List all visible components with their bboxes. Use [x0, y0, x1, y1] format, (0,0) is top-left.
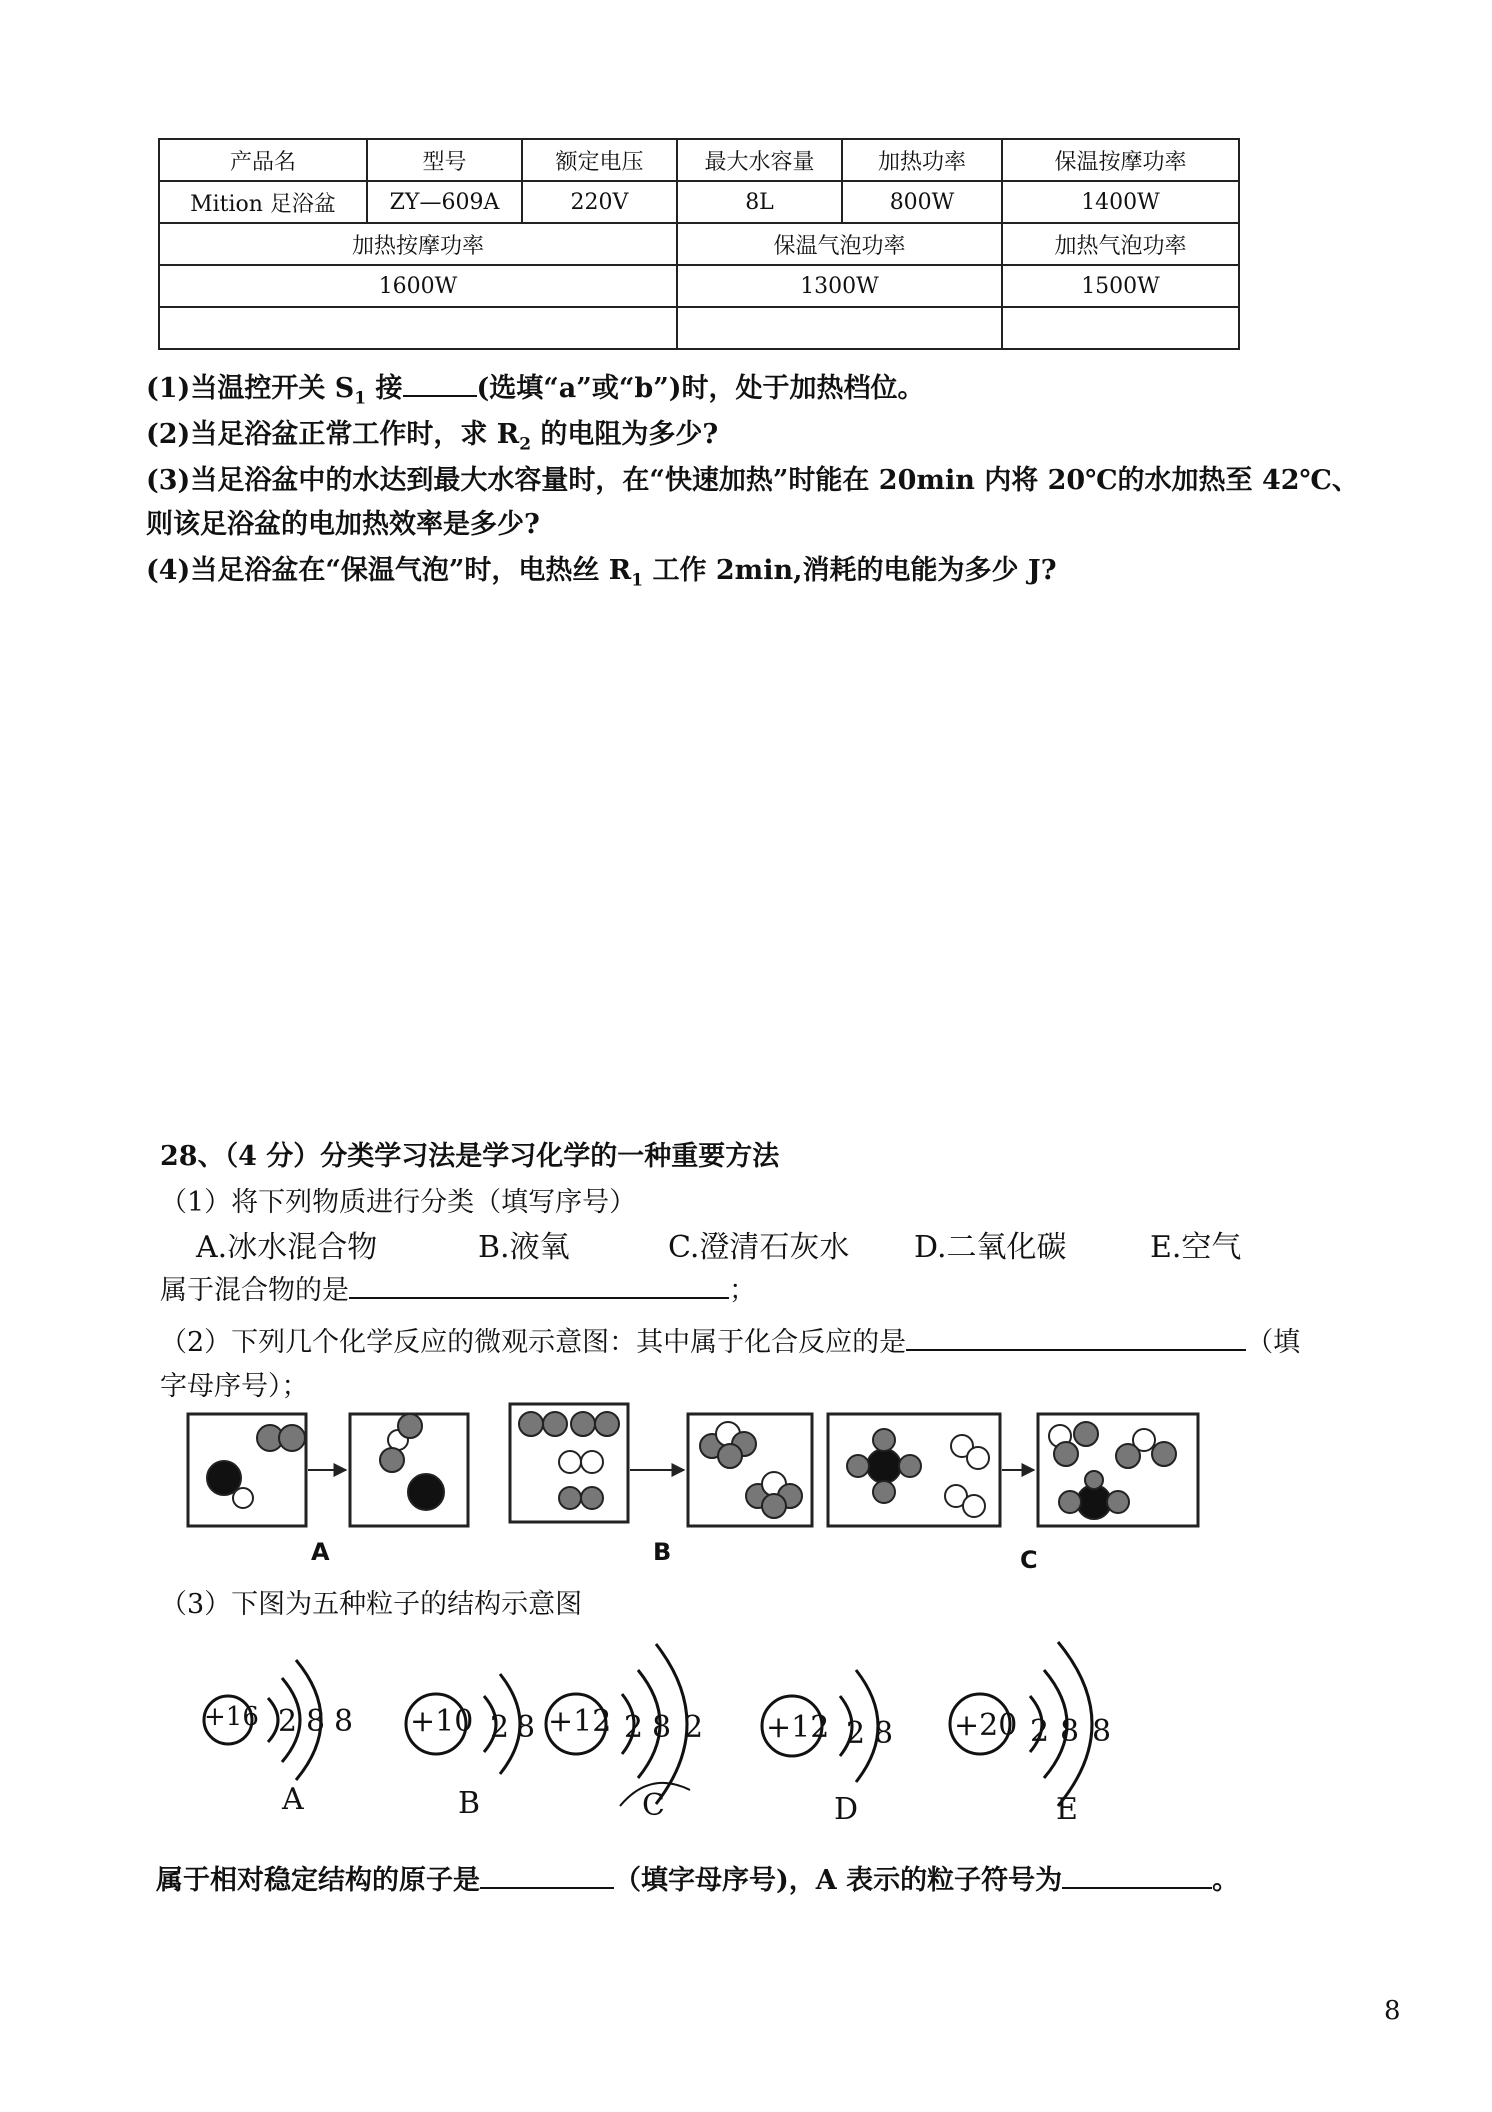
shell-electrons: 2	[846, 1716, 866, 1751]
option-b: B.液氧	[478, 1230, 570, 1265]
table-cell: 800W	[842, 181, 1002, 223]
table-cell: 产品名	[159, 139, 367, 181]
atom-label: C	[642, 1788, 665, 1823]
q27-part1: (1)当温控开关 $S_1$ 接 (选填“a”或“b”)时，处于加热档位。	[146, 366, 925, 408]
nucleus-charge: +16	[204, 1702, 259, 1732]
table-cell-empty	[1002, 307, 1239, 349]
reaction-label-c: C	[1020, 1546, 1038, 1574]
atom-label: E	[1056, 1792, 1078, 1827]
table-cell-empty	[159, 307, 677, 349]
reaction-c-diagram	[828, 1414, 1198, 1526]
q27-part3-line1: (3)当足浴盆中的水达到最大水容量时，在“快速加热”时能在 20min 内将 20℃的水加热至 42℃、	[146, 465, 1359, 496]
shell-electrons: 2	[1030, 1714, 1050, 1749]
q28-part2-line1: （2）下列几个化学反应的微观示意图：其中属于化合反应的是 （填	[160, 1320, 1300, 1359]
shell-electrons: 8	[306, 1704, 326, 1739]
q28-part1: （1）将下列物质进行分类（填写序号）	[160, 1187, 637, 1218]
shell-electrons: 2	[278, 1704, 298, 1739]
table-cell: 220V	[522, 181, 677, 223]
table-row	[159, 307, 1239, 349]
atom-label: D	[834, 1792, 859, 1827]
option-c: C.澄清石灰水	[668, 1230, 850, 1265]
table-cell: 1300W	[677, 265, 1002, 307]
shell-electrons: 8	[1060, 1714, 1080, 1749]
table-cell: 最大水容量	[677, 139, 842, 181]
nucleus-charge: +12	[766, 1710, 830, 1745]
reaction-b-diagram	[510, 1404, 812, 1526]
reaction-diagrams	[0, 1400, 1492, 1600]
table-cell: ZY—609A	[367, 181, 522, 223]
table-cell: 加热气泡功率	[1002, 223, 1239, 265]
answer-blank[interactable]	[349, 1271, 729, 1299]
shell-electrons: 2	[684, 1710, 704, 1745]
atom-label: B	[458, 1786, 481, 1821]
reaction-label-a: A	[311, 1538, 330, 1566]
table-cell: 1400W	[1002, 181, 1239, 223]
q28-mixture-question: 属于混合物的是 ；	[160, 1268, 756, 1307]
table-cell: 额定电压	[522, 139, 677, 181]
shell-electrons: 8	[874, 1716, 894, 1751]
option-e: E.空气	[1150, 1230, 1242, 1265]
nucleus-charge: +20	[954, 1708, 1018, 1743]
table-cell: Mition 足浴盆	[159, 181, 367, 223]
page-number: 8	[1384, 1996, 1401, 2026]
table-cell: 保温按摩功率	[1002, 139, 1239, 181]
answer-blank[interactable]	[1062, 1861, 1212, 1889]
spec-table	[158, 138, 1240, 350]
q28-title: 28、（4 分）分类学习法是学习化学的一种重要方法	[160, 1141, 780, 1172]
atom-label: A	[282, 1782, 304, 1817]
shell-electrons: 8	[334, 1704, 354, 1739]
table-cell: 8L	[677, 181, 842, 223]
table-cell: 加热按摩功率	[159, 223, 677, 265]
q27-part2: (2)当足浴盆正常工作时，求 $R_2$ 的电阻为多少?	[146, 419, 719, 455]
reaction-a-diagram	[188, 1414, 468, 1526]
answer-blank[interactable]	[906, 1323, 1246, 1351]
table-row	[159, 181, 1239, 223]
shell-electrons: 8	[1092, 1714, 1112, 1749]
nucleus-charge: +10	[410, 1704, 474, 1739]
shell-electrons: 2	[490, 1710, 510, 1745]
option-d: D.二氧化碳	[914, 1230, 1067, 1265]
table-cell: 加热功率	[842, 139, 1002, 181]
table-cell: 1500W	[1002, 265, 1239, 307]
table-cell: 保温气泡功率	[677, 223, 1002, 265]
table-row	[159, 223, 1239, 265]
q28-part2-line2: 字母序号）；	[160, 1371, 309, 1402]
table-cell: 1600W	[159, 265, 677, 307]
shell-electrons: 2	[624, 1710, 644, 1745]
shell-electrons: 8	[652, 1710, 672, 1745]
q28-final-question: 属于相对稳定结构的原子是 （填字母序号)，A 表示的粒子符号为 。	[156, 1858, 1239, 1897]
answer-blank[interactable]	[480, 1861, 614, 1889]
table-cell: 型号	[367, 139, 522, 181]
q27-part3-line2: 则该足浴盆的电加热效率是多少?	[146, 509, 540, 540]
answer-blank[interactable]	[403, 369, 477, 397]
shell-electrons: 8	[516, 1710, 536, 1745]
reaction-label-b: B	[653, 1538, 672, 1566]
nucleus-charge: +12	[548, 1704, 612, 1739]
option-a: A.冰水混合物	[196, 1230, 378, 1265]
q27-part4: (4)当足浴盆在“保温气泡”时，电热丝 $R_1$ 工作 2min,消耗的电能为多少 J?	[146, 555, 1057, 591]
q28-part3: （3）下图为五种粒子的结构示意图	[160, 1589, 583, 1620]
table-row	[159, 139, 1239, 181]
table-cell-empty	[677, 307, 1002, 349]
table-row	[159, 265, 1239, 307]
